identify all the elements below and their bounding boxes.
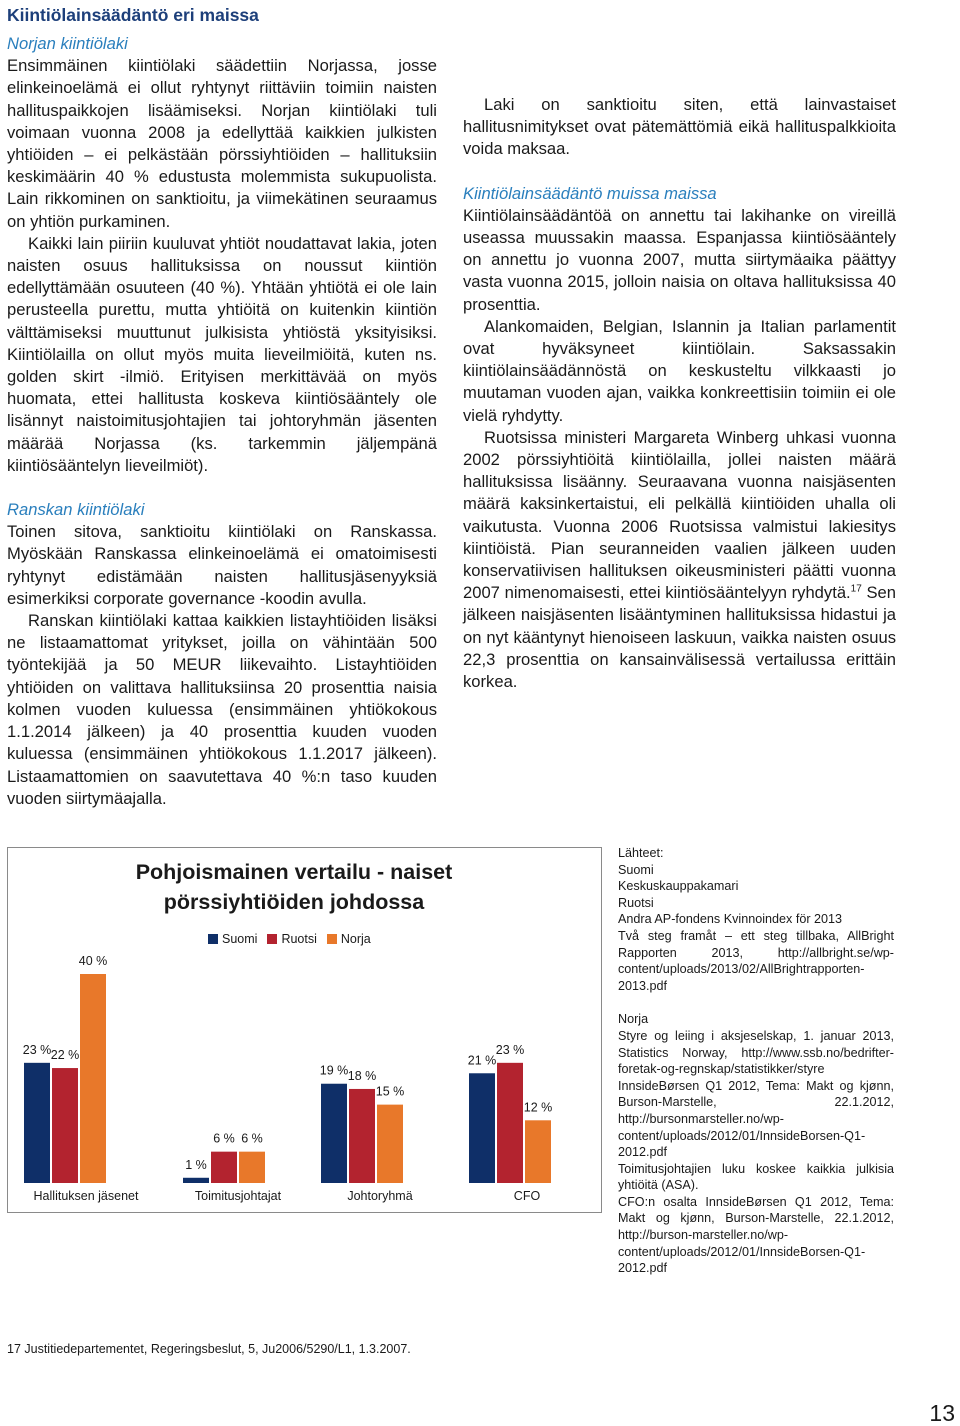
other-countries-paragraph-2: Alankomaiden, Belgian, Islannin ja Italian parlamentit ovat hyväksyneet kiintiölain. Saksassakin kiintiölainsäädännöstä on keskusteltu vilkkaasti jo muutaman vuoden ajan, vaikka konkreettisiin toimiin ei ole vielä ryhdytty. [463,316,896,425]
other-countries-subheading: Kiintiölainsäädäntö muissa maissa [463,183,717,203]
chart-title: Pohjoismainen vertailu - naiset pörssiyhtiöiden johdossa [135,860,453,914]
bar-hallituksen-j-senet-norja [80,974,106,1183]
bar-hallituksen-j-senet-ruotsi [52,1068,78,1183]
legend-item-norja [327,931,371,947]
legend-label-suomi: Suomi [222,932,258,946]
norway-paragraph-1: Ensimmäinen kiintiölaki säädettiin Norjassa, josse elinkeinoelämä ei ollut ryhtynyt riittäviin toimiin naisten hallituspaikkojen lisäämiseksi. Norjan kiintiölaki tuli voimaan vuonna 2008 ja edellyttää kaikkien julkisten yhtiöiden – ei pelkästään pörssiyhtiöiden – hallituksiin keskimäärin 40 % edustusta molemmista sukupuolista. Lain rikkominen on sanktioitu, ja viimekätinen seuraamus on yhtiön purkaminen. [7,56,437,231]
france-subheading: Ranskan kiintiölaki [7,500,145,520]
chart-bars [24,974,551,1183]
bar-johtoryhm-suomi [321,1084,347,1183]
sources-norja-label: Norja [618,1012,649,1027]
legend-label-ruotsi: Ruotsi [281,932,317,946]
bar-toimitusjohtajat-ruotsi [211,1152,237,1183]
legend-swatch-norja [327,934,337,944]
value-label-toimitusjohtajat-ruotsi: 6 % [213,1131,235,1146]
bar-johtoryhm-ruotsi [349,1089,375,1183]
bar-cfo-suomi [469,1073,495,1183]
bar-toimitusjohtajat-norja [239,1152,265,1183]
france-paragraph-3: Laki on sanktioitu siten, että lainvastaiset hallitusnimitykset ovat pätemättömiä eikä hallituspalkkioita voida maksaa. [463,95,896,159]
sources-cfo-note: CFO:n osalta InnsideBørsen Q1 2012, Tema: Makt og kjønn, Burson-Marstelle, 22.1.2012, http://burson-marsteller.no/wp-content/uploads/2012/01/InnsideBorsen-Q1-2012.pdf [618,1194,894,1276]
legend-item-ruotsi [267,931,316,947]
sweden-text-b: Sen jälkeen naisjäsenten lisääntyminen hallituksissa hidastui ja on nyt kääntynyt hienoiseen laskuun, vaikka naisten osuus 22,3 prosenttia on kansainvälisessä vertailussa erittäin korkea. [463,583,896,692]
chart-legend [208,931,381,947]
norway-paragraph-2: Kaikki lain piiriin kuuluvat yhtiöt noudattavat lakia, joten naisten osuus hallituksissa on noussut kiintiön edellyttämään osuuteen (40 %). Yhtään yhtiötä ei ole lain perusteella purettu, mutta yhtiöitä on kuitenkin kiintiön välttämiseksi muuttunut julkisista yhtiöstä yksityisiksi. Kiintiölailla on ollut myös muita lieveilmiöitä, kuten ns. golden skirt -ilmiö. Erityisen merkittävää on myös huomata, ettei hallitusta koskeva kiintiösääntely ole lisännyt naistoimitusjohtajien tai johtoryhmän jäsenten määrää Norjassa (ks. tarkemmin jäljempänä kiintiösääntelyn lieveilmiöt). [7,233,437,475]
left-column [7,0,437,810]
category-label-cfo: CFO [513,1189,541,1203]
bar-hallituksen-j-senet-suomi [24,1063,50,1183]
bar-cfo-ruotsi [497,1063,523,1183]
chart-category-labels [34,1189,541,1203]
legend-swatch-suomi [208,934,218,944]
category-label-hallituksen-j-senet: Hallituksen jäsenet [33,1189,139,1203]
bar-toimitusjohtajat-suomi [183,1178,209,1183]
value-label-hallituksen-j-senet-suomi: 23 % [22,1042,52,1057]
legend-label-norja: Norja [340,932,371,946]
footnote-ref: 17 [850,583,862,595]
sources-ruotsi-label: Ruotsi [618,895,654,910]
legend-swatch-ruotsi [267,934,277,944]
sources-norja-item-2: InnsideBørsen Q1 2012, Tema: Makt og kjønn, Burson-Marstelle, 22.1.2012, http://bursonmarsteller.no/wp-content/uploads/2012/01/InnsideBorsen-Q1-2012.pdf [618,1078,894,1160]
value-label-johtoryhm-norja: 15 % [375,1084,405,1099]
legend-item-suomi [208,931,257,947]
bar-johtoryhm-norja [377,1105,403,1183]
category-label-johtoryhm: Johtoryhmä [347,1189,413,1203]
sources-ceo-note: Toimitusjohtajien luku koskee kaikkia julkisia yhtiöitä (ASA). [618,1161,894,1193]
nordic-comparison-chart [7,847,602,1213]
footnote: 17 Justitiedepartementet, Regeringsbeslut, 5, Ju2006/5290/L1, 1.3.2007. [7,1342,411,1356]
sources-suomi-label: Suomi [618,862,654,877]
sweden-text-a: Ruotsissa ministeri Margareta Winberg uhkasi vuonna 2002 pörssiyhtiöitä kiintiölailla, jollei naisten määrä hallituksissa lisäänny. Seuraavana vuonna naisjäsenten määrä kaksinkertaistui, eli pelkällä kiintiöiden uhalla oli vaikutusta. Vuonna 2006 Ruotsissa valmistui lakiesitys kiintiöistä. Pian seuranneiden vaalien jälkeen uuden konservatiivisen hallituksen oikeusministeri päätti vuonna 2007 nimenomaisesti, ettei kiintiösääntelyyn ryhdytä. [463,427,896,603]
value-label-toimitusjohtajat-norja: 6 % [241,1131,263,1146]
value-label-hallituksen-j-senet-ruotsi: 22 % [50,1048,80,1063]
value-label-johtoryhm-ruotsi: 18 % [347,1068,377,1083]
bar-cfo-norja [525,1120,551,1183]
value-label-hallituksen-j-senet-norja: 40 % [78,954,108,968]
value-label-johtoryhm-suomi: 19 % [319,1063,349,1078]
value-label-cfo-suomi: 21 % [467,1053,497,1068]
section-heading: Kiintiölainsäädäntö eri maissa [7,5,259,25]
value-label-cfo-ruotsi: 23 % [495,1042,525,1057]
sweden-paragraph [463,427,896,693]
value-label-toimitusjohtajat-suomi: 1 % [185,1157,207,1172]
sources-ruotsi-item-1: Andra AP-fondens Kvinnoindex för 2013 [618,912,843,927]
sources-heading: Lähteet: [618,846,664,860]
other-countries-paragraph-1: Kiintiölainsäädäntöä on annettu tai lakihanke on vireillä useassa muussakin maassa. Espanjassa kiintiösääntely on annettu jo vuonna 2007, mutta siirtymäaika päättyy vasta vuonna 2015, jolloin naisia on oltava hallituksissa 40 prosenttia. [463,205,896,314]
sources-ruotsi-item-2: Två steg framåt – ett steg tillbaka, AllBright Rapporten 2013, http://allbright.se/wp-content/uploads/2013/02/AllBrightrapporten-2013.pdf [618,928,894,993]
value-label-cfo-norja: 12 % [523,1100,553,1115]
norway-subheading: Norjan kiintiölaki [7,34,128,53]
france-paragraph-1: Toinen sitova, sanktioitu kiintiölaki on Ranskassa. Myöskään Ranskassa elinkeinoelämä ei omatoimisesti ryhtynyt edistämään naisten hallitusjäsenyyksiä esimerkiksi corporate governance -koodin avulla. [7,522,437,608]
category-label-toimitusjohtajat: Toimitusjohtajat [194,1189,282,1203]
sources-block [618,845,894,1277]
france-paragraph-2: Ranskan kiintiölaki kattaa kaikkien listayhtiöiden lisäksi ne listaamattomat yritykset, joilla on vähintään 500 työntekijää ja 50 MEUR liikevaihto. Listayhtiöiden yhtiöiden on valittava hallituksiinsa 20 prosenttia naisia kolmen vuoden kuluessa (ensimmäinen yhtiökokous 1.1.2014 jälkeen) ja 40 prosenttia kuuden vuoden kuluessa (ensimmäinen yhtiökokous 1.1.2017 jälkeen). Listaamattomien on saavutettava 40 %:n taso kuuden vuoden siirtymäajalla. [7,611,437,808]
right-column [463,94,896,693]
page-number: 13 [929,1400,955,1426]
sources-norja-item-1: Styre og leiing i aksjeselskap, 1. januar 2013, Statistics Norway, http://www.ssb.no/bedrifter-foretak-og-regnskap/statistikker/styre [618,1028,894,1077]
sources-suomi-item: Keskuskauppakamari [618,879,739,894]
